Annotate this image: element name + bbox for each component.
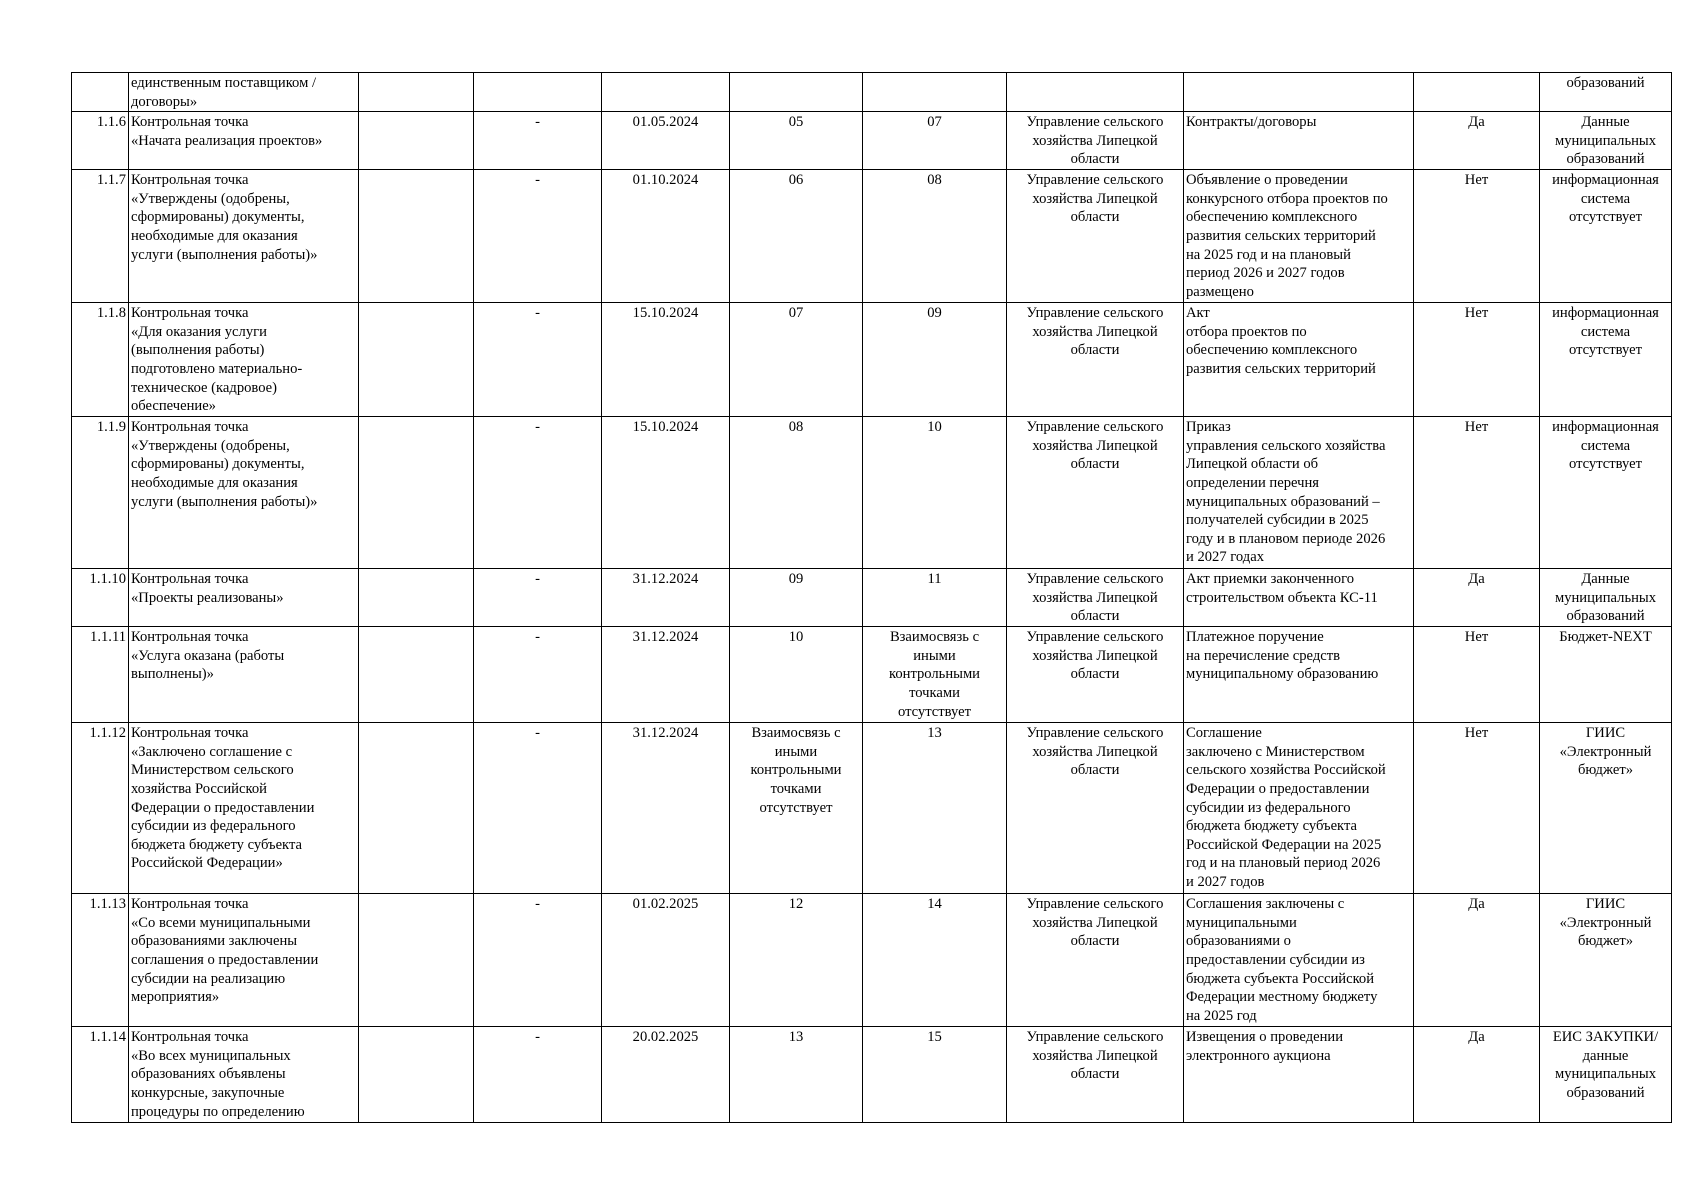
predecessor-cell: 12 [730, 894, 863, 1027]
info-system-cell: ГИИС «Электронный бюджет» [1540, 894, 1672, 1027]
table-row [72, 303, 1672, 417]
date-cell: 31.12.2024 [602, 569, 730, 627]
row-number [72, 73, 129, 112]
date-cell: 01.10.2024 [602, 170, 730, 303]
table-body [72, 73, 1672, 1123]
predecessor-cell: 10 [730, 627, 863, 723]
date-cell: 31.12.2024 [602, 627, 730, 723]
successor-cell: 10 [863, 417, 1007, 569]
predecessor-cell: 06 [730, 170, 863, 303]
row-number: 1.1.7 [72, 170, 129, 303]
predecessor-cell: 08 [730, 417, 863, 569]
responsible-cell: Управление сельского хозяйства Липецкой области [1007, 417, 1184, 569]
responsible-cell: Управление сельского хозяйства Липецкой области [1007, 1027, 1184, 1123]
flag-cell: Нет [1414, 303, 1540, 417]
document-cell: Извещения о проведении электронного аукциона [1184, 1027, 1414, 1123]
dash-cell: - [474, 723, 602, 894]
successor-cell [863, 73, 1007, 112]
document-cell: Акт приемки законченного строительством объекта КС-11 [1184, 569, 1414, 627]
dash-cell: - [474, 303, 602, 417]
dash-cell: - [474, 112, 602, 170]
row-title: Контрольная точка «Со всеми муниципальными образованиями заключены соглашения о предоставлении субсидии на реализацию мероприятия» [129, 894, 359, 1027]
table-row [72, 627, 1672, 723]
row-title: Контрольная точка «Начата реализация проектов» [129, 112, 359, 170]
dash-cell: - [474, 569, 602, 627]
control-points-table [71, 72, 1672, 1123]
flag-cell: Нет [1414, 723, 1540, 894]
flag-cell: Нет [1414, 627, 1540, 723]
dash-cell: - [474, 1027, 602, 1123]
responsible-cell: Управление сельского хозяйства Липецкой области [1007, 569, 1184, 627]
dash-cell: - [474, 894, 602, 1027]
date-cell: 01.05.2024 [602, 112, 730, 170]
responsible-cell: Управление сельского хозяйства Липецкой области [1007, 170, 1184, 303]
table-row [72, 1027, 1672, 1123]
predecessor-cell: Взаимосвязь с иными контрольными точками отсутствует [730, 723, 863, 894]
row-number: 1.1.14 [72, 1027, 129, 1123]
flag-cell: Да [1414, 112, 1540, 170]
document-cell: Приказ управления сельского хозяйства Липецкой области об определении перечня муниципальных образований – получателей субсидии в 2025 году и в плановом периоде 2026 и 2027 годах [1184, 417, 1414, 569]
date-cell: 15.10.2024 [602, 417, 730, 569]
flag-cell: Да [1414, 569, 1540, 627]
empty-cell [359, 112, 474, 170]
table-row [72, 569, 1672, 627]
empty-cell [359, 723, 474, 894]
dash-cell: - [474, 170, 602, 303]
row-title: Контрольная точка «Проекты реализованы» [129, 569, 359, 627]
responsible-cell: Управление сельского хозяйства Липецкой области [1007, 112, 1184, 170]
document-cell: Соглашения заключены с муниципальными образованиями о предоставлении субсидии из бюджета субъекта Российской Федерации местному бюджету на 2025 год [1184, 894, 1414, 1027]
flag-cell: Да [1414, 894, 1540, 1027]
flag-cell: Да [1414, 1027, 1540, 1123]
empty-cell [359, 627, 474, 723]
responsible-cell: Управление сельского хозяйства Липецкой области [1007, 894, 1184, 1027]
empty-cell [359, 1027, 474, 1123]
empty-cell [359, 170, 474, 303]
date-cell: 31.12.2024 [602, 723, 730, 894]
flag-cell: Нет [1414, 417, 1540, 569]
table-row [72, 73, 1672, 112]
info-system-cell: Данные муниципальных образований [1540, 569, 1672, 627]
predecessor-cell: 09 [730, 569, 863, 627]
info-system-cell: Данные муниципальных образований [1540, 112, 1672, 170]
info-system-cell: информационная система отсутствует [1540, 417, 1672, 569]
info-system-cell: ГИИС «Электронный бюджет» [1540, 723, 1672, 894]
dash-cell [474, 73, 602, 112]
responsible-cell: Управление сельского хозяйства Липецкой области [1007, 627, 1184, 723]
document-cell: Акт отбора проектов по обеспечению комплексного развития сельских территорий [1184, 303, 1414, 417]
responsible-cell: Управление сельского хозяйства Липецкой области [1007, 723, 1184, 894]
date-cell: 15.10.2024 [602, 303, 730, 417]
dash-cell: - [474, 627, 602, 723]
empty-cell [359, 303, 474, 417]
successor-cell: 08 [863, 170, 1007, 303]
document-cell [1184, 73, 1414, 112]
predecessor-cell: 05 [730, 112, 863, 170]
table-row [72, 170, 1672, 303]
row-number: 1.1.8 [72, 303, 129, 417]
row-number: 1.1.13 [72, 894, 129, 1027]
row-title: Контрольная точка «Для оказания услуги (выполнения работы) подготовлено материально- техническое (кадровое) обеспечение» [129, 303, 359, 417]
empty-cell [359, 894, 474, 1027]
empty-cell [359, 569, 474, 627]
row-title: единственным поставщиком / договоры» [129, 73, 359, 112]
document-cell: Контракты/договоры [1184, 112, 1414, 170]
successor-cell: Взаимосвязь с иными контрольными точками отсутствует [863, 627, 1007, 723]
table-row [72, 112, 1672, 170]
row-number: 1.1.12 [72, 723, 129, 894]
successor-cell: 07 [863, 112, 1007, 170]
info-system-cell: Бюджет-NEXT [1540, 627, 1672, 723]
empty-cell [359, 73, 474, 112]
row-title: Контрольная точка «Услуга оказана (работы выполнены)» [129, 627, 359, 723]
row-number: 1.1.6 [72, 112, 129, 170]
predecessor-cell: 13 [730, 1027, 863, 1123]
successor-cell: 11 [863, 569, 1007, 627]
info-system-cell: информационная система отсутствует [1540, 303, 1672, 417]
predecessor-cell [730, 73, 863, 112]
flag-cell: Нет [1414, 170, 1540, 303]
info-system-cell: информационная система отсутствует [1540, 170, 1672, 303]
successor-cell: 13 [863, 723, 1007, 894]
row-number: 1.1.9 [72, 417, 129, 569]
row-number: 1.1.10 [72, 569, 129, 627]
successor-cell: 14 [863, 894, 1007, 1027]
row-number: 1.1.11 [72, 627, 129, 723]
successor-cell: 09 [863, 303, 1007, 417]
info-system-cell: образований [1540, 73, 1672, 112]
row-title: Контрольная точка «Утверждены (одобрены, сформированы) документы, необходимые для оказания услуги (выполнения работы)» [129, 417, 359, 569]
successor-cell: 15 [863, 1027, 1007, 1123]
row-title: Контрольная точка «Заключено соглашение с Министерством сельского хозяйства Российской Федерации о предоставлении субсидии из федерального бюджета бюджету субъекта Российской Федерации» [129, 723, 359, 894]
flag-cell [1414, 73, 1540, 112]
document-cell: Платежное поручение на перечисление средств муниципальному образованию [1184, 627, 1414, 723]
table-row [72, 417, 1672, 569]
predecessor-cell: 07 [730, 303, 863, 417]
document-cell: Соглашение заключено с Министерством сельского хозяйства Российской Федерации о предоставлении субсидии из федерального бюджета бюджету субъекта Российской Федерации на 2025 год и на плановый период 2026 и 2027 годов [1184, 723, 1414, 894]
document-cell: Объявление о проведении конкурсного отбора проектов по обеспечению комплексного развития сельских территорий на 2025 год и на плановый период 2026 и 2027 годов размещено [1184, 170, 1414, 303]
info-system-cell: ЕИС ЗАКУПКИ/ данные муниципальных образований [1540, 1027, 1672, 1123]
date-cell: 01.02.2025 [602, 894, 730, 1027]
date-cell: 20.02.2025 [602, 1027, 730, 1123]
empty-cell [359, 417, 474, 569]
dash-cell: - [474, 417, 602, 569]
row-title: Контрольная точка «Во всех муниципальных образованиях объявлены конкурсные, закупочные процедуры по определению [129, 1027, 359, 1123]
responsible-cell: Управление сельского хозяйства Липецкой области [1007, 303, 1184, 417]
responsible-cell [1007, 73, 1184, 112]
table-row [72, 723, 1672, 894]
row-title: Контрольная точка «Утверждены (одобрены, сформированы) документы, необходимые для оказания услуги (выполнения работы)» [129, 170, 359, 303]
table-row [72, 894, 1672, 1027]
date-cell [602, 73, 730, 112]
